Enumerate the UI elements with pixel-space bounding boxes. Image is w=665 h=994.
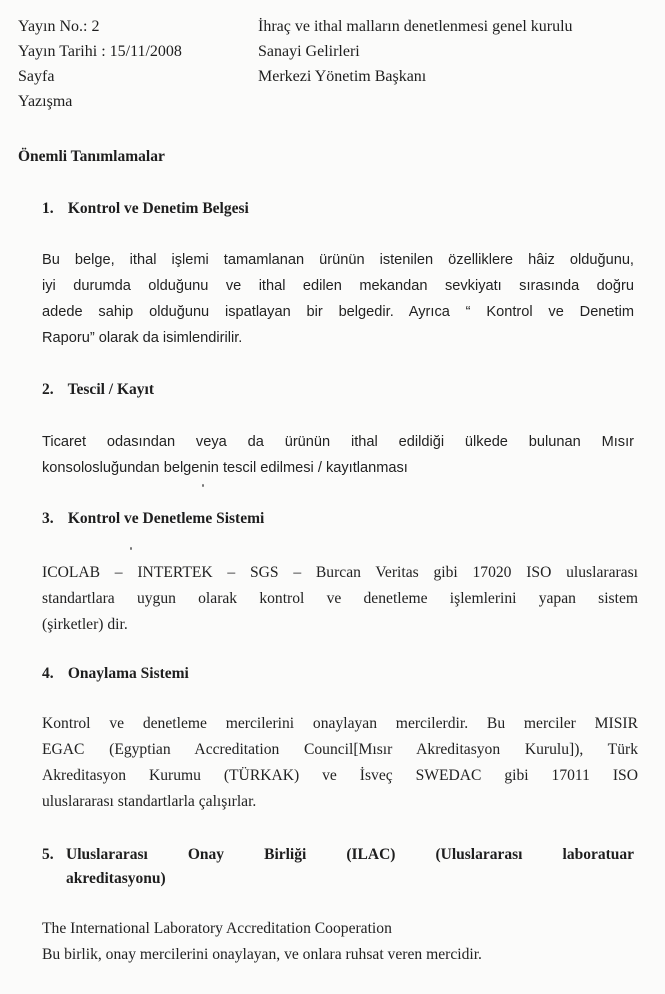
issuing-board: İhraç ve ithal malların denetlenmesi genel kurulu (258, 18, 573, 35)
section-5-line: The International Laboratory Accreditation Cooperation (42, 920, 392, 937)
correspondence-label: Yazışma (18, 93, 73, 110)
section-2-title: Tescil / Kayıt (67, 381, 155, 398)
section-4-line: EGAC (Egyptian Accreditation Council[Mısır Akreditasyon Kurulu]), Türk (42, 741, 638, 758)
section-5-number: 5. (42, 846, 54, 863)
section-3-line: standartlara uygun olarak kontrol ve denetleme işlemlerini yapan sistem (42, 590, 638, 607)
section-3-title: Kontrol ve Denetleme Sistemi (67, 510, 265, 527)
section-2-number: 2. (42, 381, 54, 398)
section-5-heading (42, 843, 634, 891)
publication-date: Yayın Tarihi : 15/11/2008 (18, 43, 182, 60)
section-1-line: Raporu” olarak da isimlendirilir. (42, 330, 243, 346)
section-4-title: Onaylama Sistemi (67, 665, 189, 682)
section-1-line: Bu belge, ithal işlemi tamamlanan ürünün istenilen özelliklere hâiz olduğunu, (42, 252, 634, 268)
section-3-number: 3. (42, 510, 54, 527)
section-5-title-line-2: akreditasyonu) (66, 870, 166, 887)
section-4-line: Kontrol ve denetleme mercilerini onaylayan mercilerdir. Bu merciler MISIR (42, 715, 638, 732)
section-4-number: 4. (42, 665, 54, 682)
header-left-column (18, 14, 248, 114)
section-1-heading (42, 200, 249, 218)
header-right-column (258, 14, 658, 89)
section-4-line: uluslararası standartlarla çalışırlar. (42, 793, 257, 810)
section-5-title-line-1 (42, 843, 634, 867)
section-2-line: konsolosluğundan belgenin tescil edilmesi / kayıtlanması (42, 460, 408, 476)
main-heading: Önemli Tanımlamalar (18, 148, 165, 165)
section-1-line: adede sahip olduğunu ispatlayan bir belgedir. Ayrıca “ Kontrol ve Denetim (42, 304, 634, 320)
section-2-line: Ticaret odasından veya da ürünün ithal edildiği ülkede bulunan Mısır (42, 434, 634, 450)
section-3-paragraph (42, 560, 638, 638)
section-2-heading (42, 381, 154, 399)
section-5-title: Uluslararası Onay Birliği (ILAC) (Uluslararası laboratuar (66, 846, 634, 863)
scan-speck (202, 484, 204, 487)
section-3-line: (şirketler) dir. (42, 616, 128, 633)
issuing-directorate: Merkezi Yönetim Başkanı (258, 68, 427, 85)
issuing-department: Sanayi Gelirleri (258, 43, 360, 60)
section-4-heading (42, 665, 189, 683)
scan-speck (130, 547, 132, 550)
section-1-number: 1. (42, 200, 54, 217)
section-3-line: ICOLAB – INTERTEK – SGS – Burcan Veritas gibi 17020 ISO uluslararası (42, 564, 638, 581)
section-2-paragraph (42, 429, 634, 481)
section-1-paragraph (42, 247, 634, 351)
section-4-line: Akreditasyon Kurumu (TÜRKAK) ve İsveç SWEDAC gibi 17011 ISO (42, 767, 638, 784)
section-1-line: iyi durumda olduğunu ve ithal edilen mekandan sevkiyatı sırasında doğru (42, 278, 634, 294)
section-3-heading (42, 510, 264, 528)
section-4-paragraph (42, 711, 638, 815)
publication-number: Yayın No.: 2 (18, 18, 100, 35)
section-5-paragraph (42, 916, 602, 968)
section-1-title: Kontrol ve Denetim Belgesi (67, 200, 249, 217)
page-label: Sayfa (18, 68, 55, 85)
section-5-line: Bu birlik, onay mercilerini onaylayan, ve onlara ruhsat veren mercidir. (42, 946, 482, 963)
